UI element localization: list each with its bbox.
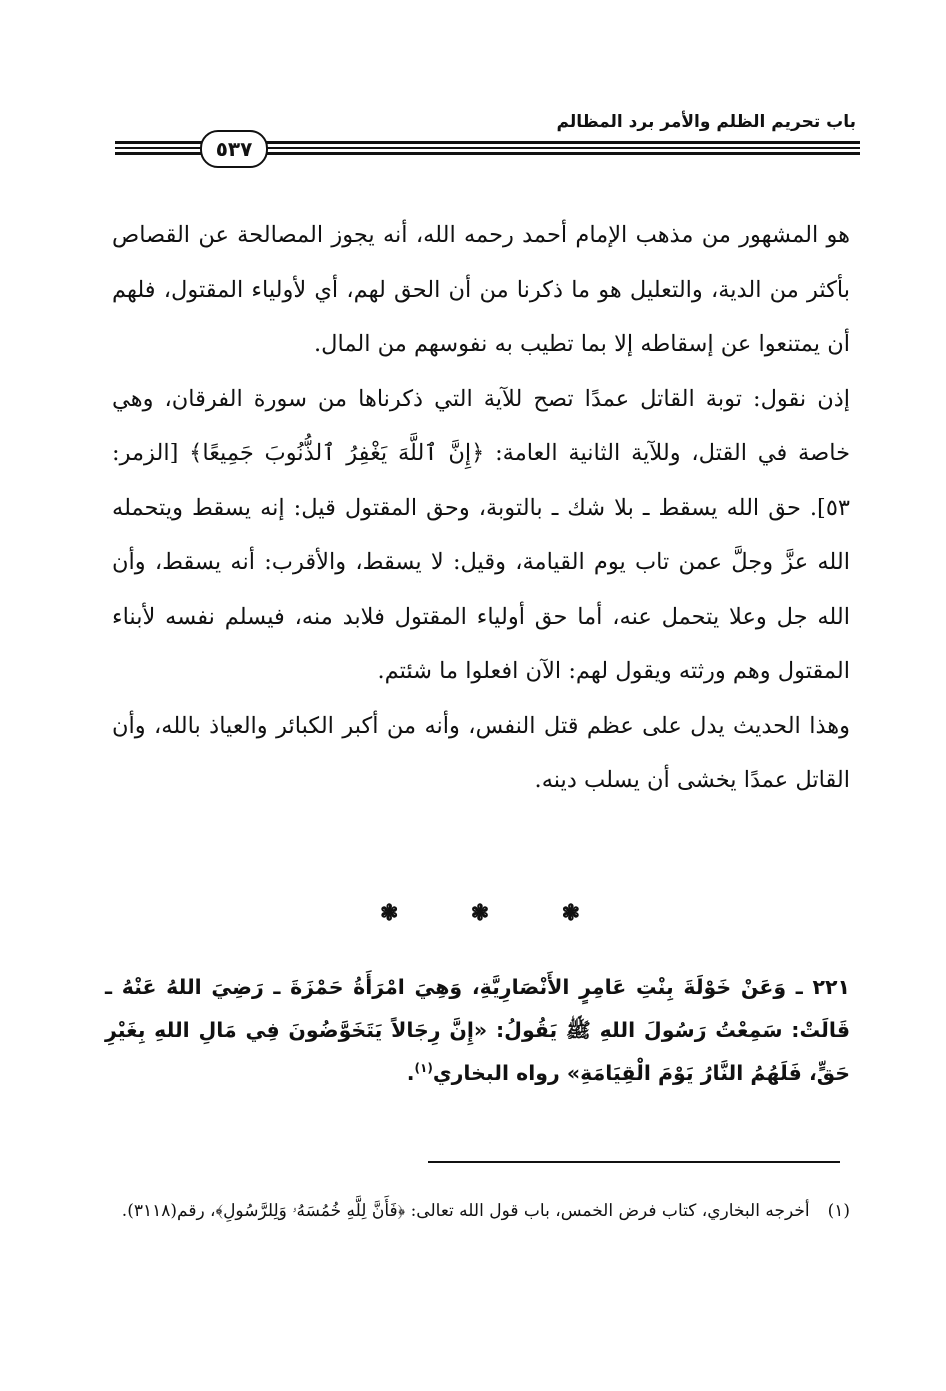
separator-star: ❃ [380,900,399,926]
body-paragraph: هو المشهور من مذهب الإمام أحمد رحمه الله، أنه يجوز المصالحة عن القصاص بأكثر من الدية، والتعليل هو ما ذكرنا من أن الحق لهم، أي لأولياء المقتول، فلهم أن يمتنعوا عن إسقاطه إلا بما تطيب به نفوسهم من المال. [112,222,850,357]
footnote-divider [428,1161,840,1163]
separator-star: ❃ [561,900,580,926]
footnote [110,1193,850,1229]
separator-star: ❃ [470,900,490,926]
footnote-text: أخرجه البخاري، كتاب فرض الخمس، باب قول الله تعالى: ﴿فَأَنَّ لِلَّهِ خُمُسَهُۥ وَلِلرَّسُولِ﴾، رقم(٣١١٨). [121,1201,810,1221]
body-paragraph: إذن نقول: توبة القاتل عمدًا تصح للآية التي ذكرناها من سورة الفرقان، وهي خاصة في القتل، وللآية الثانية العامة: ﴿إِنَّ ٱللَّهَ يَغْفِرُ ٱلذُّنُوبَ جَمِيعًا﴾ [الزمر: ٥٣]. حق الله يسقط ـ بلا شك ـ بالتوبة، وحق المقتول قيل: إنه يسقط ويتحمله الله عزَّ وجلَّ عمن تاب يوم القيامة، وقيل: لا يسقط، والأقرب: أنه يسقط، وأن الله جل وعلا يتحمل عنه، أما حق أولياء المقتول فلابد منه، فيسلم نفسه لأبناء المقتول وهم ورثته ويقول لهم: الآن افعلوا ما شئتم. [112,385,850,684]
hadith-text: ٢٢١ ـ وَعَنْ خَوْلَةَ بِنْتِ عَامِرٍ الأَنْصَارِيَّةِ، وَهِيَ امْرَأَةُ حَمْزَةَ ـ رَضِيَ اللهُ عَنْهُ ـ قَالَتْ: سَمِعْتُ رَسُولَ اللهِ ﷺ يَقُولُ: «إِنَّ رِجَالاً يَتَخَوَّضُونَ فِي مَالِ اللهِ بِغَيْرِ حَقٍّ، فَلَهُمُ النَّارُ يَوْمَ الْقِيَامَةِ» رواه البخاري [105,975,850,1085]
footnote-marker: (١) [827,1201,850,1221]
main-text [112,208,850,808]
body-paragraph: وهذا الحديث يدل على عظم قتل النفس، وأنه من أكبر الكبائر والعياذ بالله، وأن القاتل عمدًا يخشى أن يسلب دينه. [112,712,850,793]
section-separator [380,900,580,926]
page-number: ٥٣٧ [200,130,268,168]
hadith-block [105,966,850,1095]
chapter-title: باب تحريم الظلم والأمر برد المظالم [556,112,856,132]
hadith-end: . [406,1061,415,1085]
footnote-reference[interactable]: (١) [414,1061,433,1076]
